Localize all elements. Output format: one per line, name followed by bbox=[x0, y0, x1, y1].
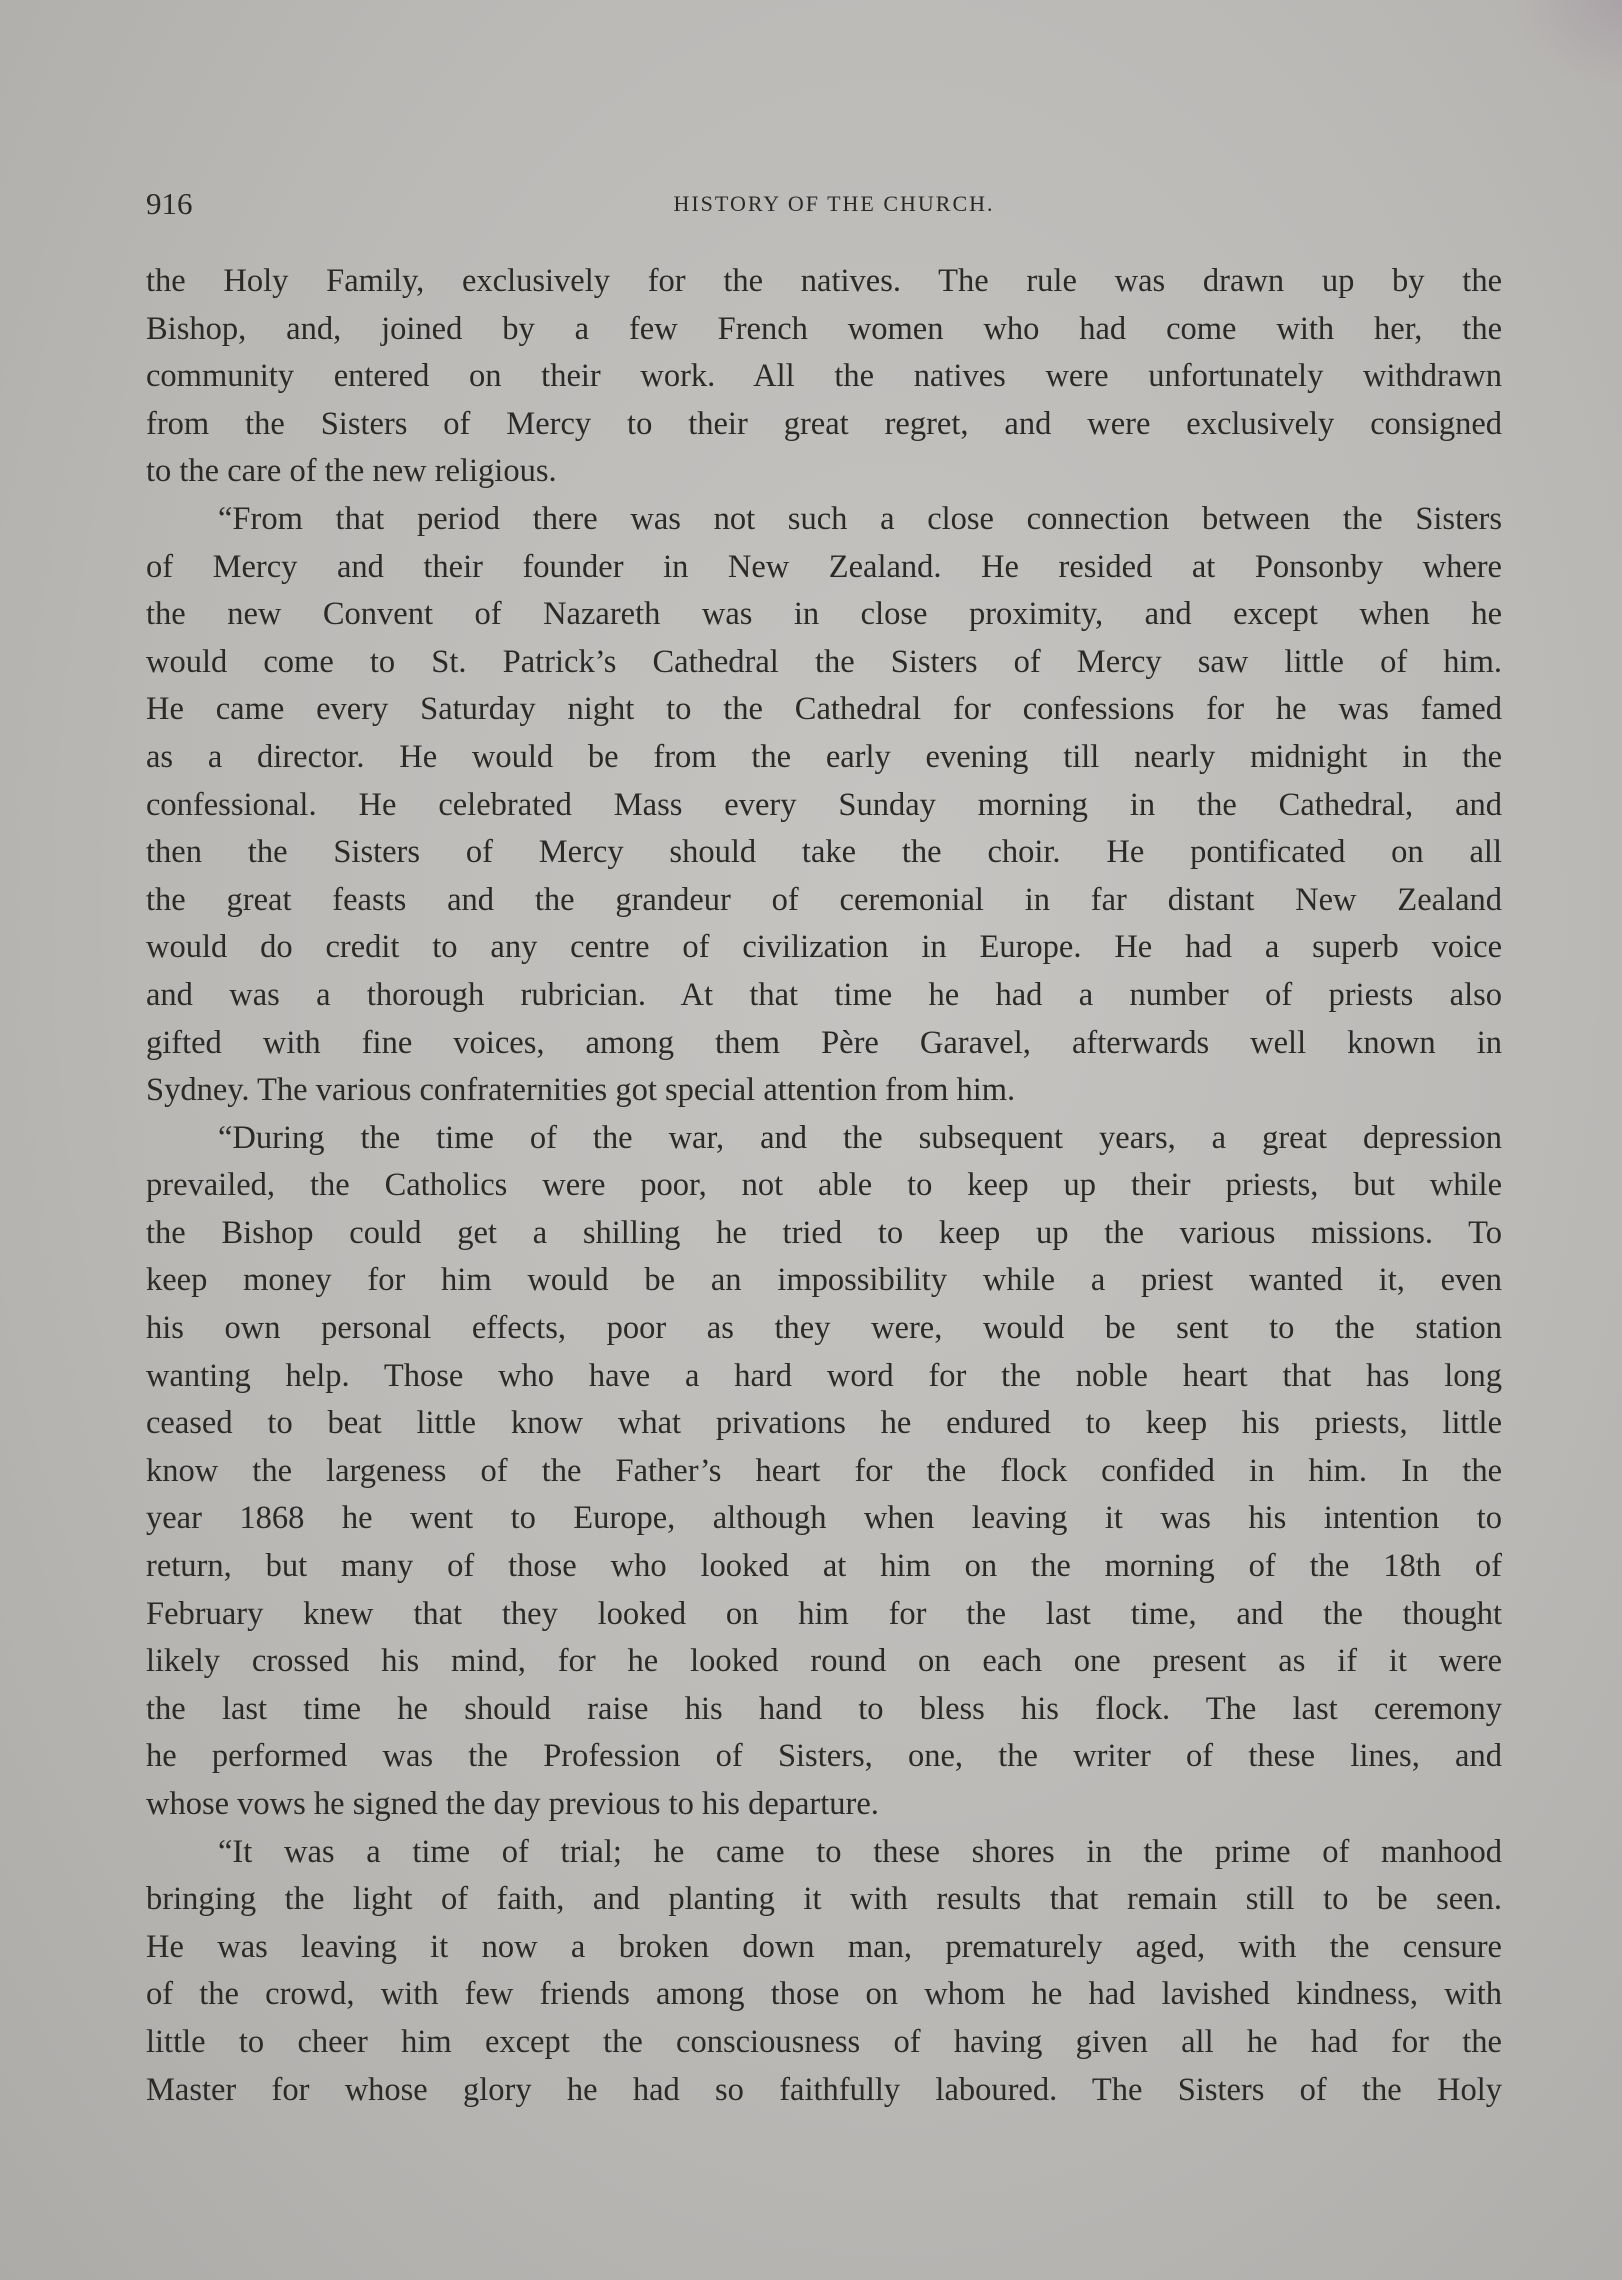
text-line: keep money for him would be an impossibility while a priest wanted it, even bbox=[146, 1262, 1502, 1299]
text-line: “From that period there was not such a close connection between the Sisters bbox=[218, 500, 1502, 537]
text-line: wanting help. Those who have a hard word for the noble heart that has long bbox=[146, 1357, 1502, 1394]
text-line: from the Sisters of Mercy to their great regret, and were exclusively consigned bbox=[146, 405, 1502, 442]
text-line: Sydney. The various confraternities got special attention from him. bbox=[146, 1072, 1016, 1109]
text-line: He was leaving it now a broken down man, prematurely aged, with the censure bbox=[146, 1928, 1502, 1965]
text-line: and was a thorough rubrician. At that time he had a number of priests also bbox=[146, 976, 1502, 1013]
text-line: the last time he should raise his hand to bless his flock. The last ceremony bbox=[146, 1690, 1502, 1727]
text-line: the new Convent of Nazareth was in close proximity, and except when he bbox=[146, 596, 1502, 633]
text-line: ceased to beat little know what privations he endured to keep his priests, little bbox=[146, 1405, 1502, 1442]
text-line: the Bishop could get a shilling he tried to keep up the various missions. To bbox=[146, 1214, 1502, 1251]
text-line: community entered on their work. All the natives were unfortunately withdrawn bbox=[146, 358, 1502, 395]
text-line: “During the time of the war, and the subsequent years, a great depression bbox=[218, 1119, 1502, 1156]
text-line: of the crowd, with few friends among those on whom he had lavished kindness, with bbox=[146, 1976, 1502, 2013]
text-line: of Mercy and their founder in New Zealand. He resided at Ponsonby where bbox=[146, 548, 1502, 585]
text-line: little to cheer him except the consciousness of having given all he had for the bbox=[146, 2023, 1502, 2060]
text-line: year 1868 he went to Europe, although when leaving it was his intention to bbox=[146, 1500, 1502, 1537]
text-line: then the Sisters of Mercy should take the choir. He pontificated on all bbox=[146, 834, 1502, 871]
page-corner-stain bbox=[1512, 0, 1622, 90]
text-line: he performed was the Profession of Sisters, one, the writer of these lines, and bbox=[146, 1738, 1502, 1775]
text-line: likely crossed his mind, for he looked round on each one present as if it were bbox=[146, 1643, 1502, 1680]
body-text bbox=[146, 258, 1502, 2114]
text-line: the great feasts and the grandeur of ceremonial in far distant New Zealand bbox=[146, 881, 1502, 918]
text-line: Bishop, and, joined by a few French women who had come with her, the bbox=[146, 310, 1502, 347]
page-header bbox=[146, 180, 1502, 228]
text-line: whose vows he signed the day previous to his departure. bbox=[146, 1786, 879, 1822]
text-line: as a director. He would be from the early evening till nearly midnight in the bbox=[146, 738, 1502, 775]
running-title: HISTORY OF THE CHURCH. bbox=[673, 191, 995, 216]
text-line: to the care of the new religious. bbox=[146, 453, 557, 490]
text-line: his own personal effects, poor as they were, would be sent to the station bbox=[146, 1310, 1502, 1347]
text-line: bringing the light of faith, and planting it with results that remain still to be seen. bbox=[146, 1881, 1502, 1918]
text-line: return, but many of those who looked at him on the morning of the 18th of bbox=[146, 1548, 1502, 1585]
text-line: Master for whose glory he had so faithfully laboured. The Sisters of the Holy bbox=[146, 2071, 1502, 2108]
text-line: confessional. He celebrated Mass every Sunday morning in the Cathedral, and bbox=[146, 786, 1502, 823]
page-number: 916 bbox=[146, 186, 193, 221]
text-line: He came every Saturday night to the Cathedral for confessions for he was famed bbox=[146, 691, 1502, 728]
text-line: “It was a time of trial; he came to these shores in the prime of manhood bbox=[218, 1833, 1502, 1870]
text-line: prevailed, the Catholics were poor, not able to keep up their priests, but while bbox=[146, 1167, 1502, 1204]
text-line: the Holy Family, exclusively for the natives. The rule was drawn up by the bbox=[146, 263, 1502, 299]
text-line: would do credit to any centre of civilization in Europe. He had a superb voice bbox=[146, 929, 1502, 966]
text-line: would come to St. Patrick’s Cathedral the Sisters of Mercy saw little of him. bbox=[146, 643, 1502, 680]
text-line: know the largeness of the Father’s heart for the flock confided in him. In the bbox=[146, 1452, 1502, 1489]
text-line: gifted with fine voices, among them Père Garavel, afterwards well known in bbox=[146, 1024, 1502, 1061]
text-line: February knew that they looked on him for the last time, and the thought bbox=[146, 1595, 1502, 1632]
